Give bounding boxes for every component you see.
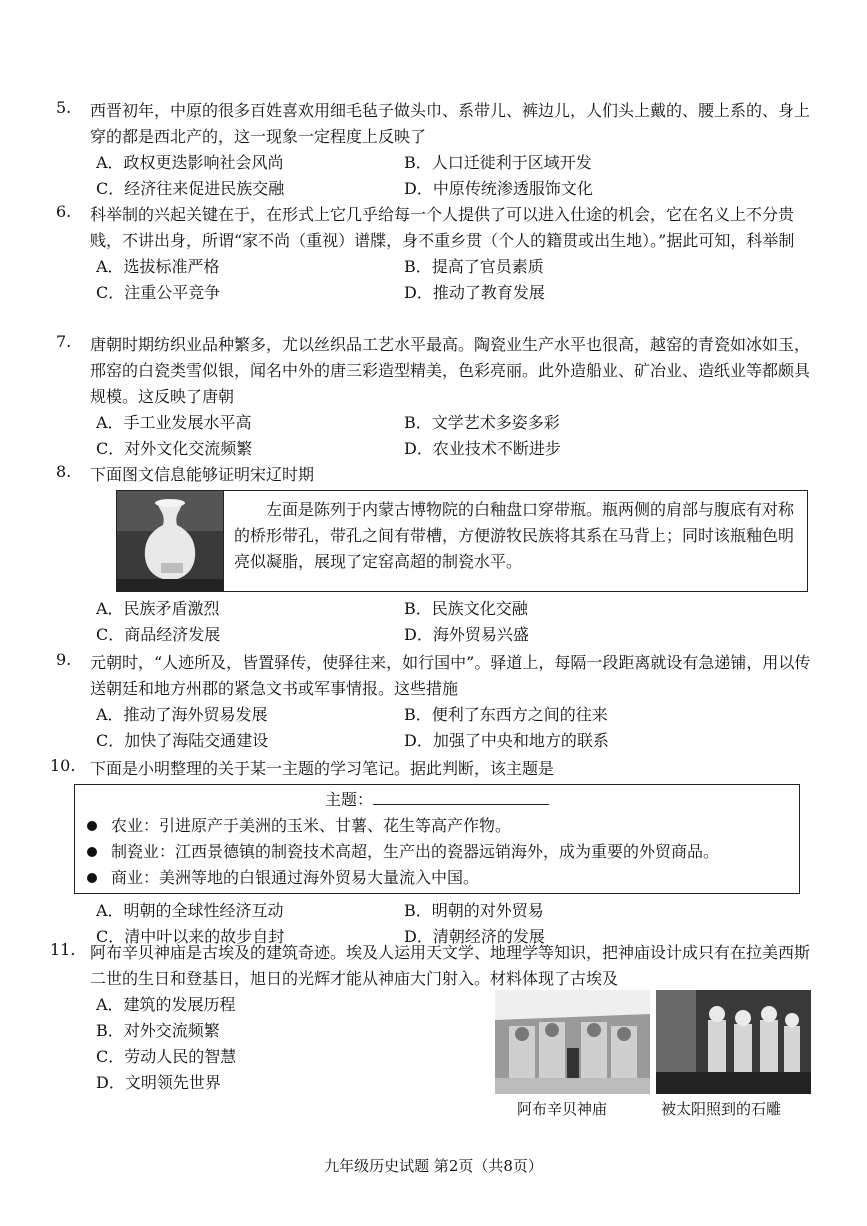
- option-b[interactable]: B．明朝的对外贸易: [404, 901, 544, 920]
- question-5: [56, 98, 816, 202]
- option-a[interactable]: A．民族矛盾激烈: [96, 599, 220, 618]
- option-b[interactable]: B．提高了官员素质: [404, 257, 544, 276]
- page-footer: 九年级历史试题 第2页（共8页）: [324, 1157, 543, 1175]
- option-c[interactable]: C．对外文化交流频繁: [96, 439, 253, 458]
- option-d[interactable]: D．推动了教育发展: [404, 283, 545, 302]
- topic-label: 主题：: [324, 790, 373, 809]
- vase-icon: [117, 491, 223, 591]
- question-stem: 下面图文信息能够证明宋辽时期: [90, 465, 315, 484]
- question-stem: 元朝时，“人迹所及，皆置驿传，使驿往来，如行国中”。驿道上，每隔一段距离就设有急递铺，用以传送朝廷和地方州郡的紧急文书或军事情报。这些措施: [90, 653, 811, 698]
- option-b[interactable]: B．对外交流频繁: [96, 1021, 220, 1040]
- topic-blank: [373, 788, 549, 805]
- q11-photos: [495, 990, 817, 1120]
- option-d[interactable]: D．海外贸易兴盛: [404, 625, 529, 644]
- options: [96, 150, 816, 202]
- question-8: [56, 462, 816, 648]
- option-d[interactable]: D．加强了中央和地方的联系: [404, 731, 609, 750]
- material-box: [116, 490, 808, 592]
- question-number: 5.: [56, 98, 72, 117]
- option-b[interactable]: B．人口迁徙利于区域开发: [404, 153, 592, 172]
- statue-caption: 被太阳照到的石雕: [661, 1100, 782, 1118]
- option-b[interactable]: B．民族文化交融: [404, 599, 528, 618]
- option-b[interactable]: B．便利了东西方之间的往来: [404, 705, 608, 724]
- option-d[interactable]: D．文明领先世界: [96, 1073, 221, 1092]
- question-7: [56, 332, 816, 462]
- temple-photo: [495, 990, 650, 1094]
- question-stem: 科举制的兴起关键在于，在形式上它几乎给每一个人提供了可以进入仕途的机会，它在名义上不分贵贱，不讲出身，所谓“家不尚（重视）谱牒，身不重乡贯（个人的籍贯或出生地）。”据此可知，科举制: [90, 205, 795, 250]
- option-c[interactable]: C．经济往来促进民族交融: [96, 179, 285, 198]
- bullet-icon: [87, 873, 97, 883]
- option-d[interactable]: D．清朝经济的发展: [404, 927, 545, 946]
- notes-box: [74, 784, 800, 894]
- option-d[interactable]: D．农业技术不断进步: [404, 439, 561, 458]
- option-b[interactable]: B．文学艺术多姿多彩: [404, 413, 560, 432]
- question-number: 11.: [50, 940, 76, 959]
- question-number: 7.: [56, 332, 72, 351]
- question-9: [56, 650, 816, 754]
- option-a[interactable]: A．推动了海外贸易发展: [96, 705, 268, 724]
- option-c[interactable]: C．商品经济发展: [96, 625, 221, 644]
- option-a[interactable]: A．手工业发展水平高: [96, 413, 252, 432]
- statue-photo: [656, 990, 811, 1094]
- bullet-icon: [87, 821, 97, 831]
- option-a[interactable]: A．选拔标准严格: [96, 257, 220, 276]
- notes-item: [75, 839, 799, 865]
- bullet-icon: [87, 847, 97, 857]
- question-number: 9.: [56, 650, 72, 669]
- question-number: 6.: [56, 202, 72, 221]
- options: [96, 596, 816, 648]
- question-6: [56, 202, 816, 306]
- option-c[interactable]: C．加快了海陆交通建设: [96, 731, 269, 750]
- temple-icon: [495, 990, 650, 1094]
- option-d[interactable]: D．中原传统渗透服饰文化: [404, 179, 593, 198]
- notes-item: [75, 813, 799, 839]
- question-stem: 唐朝时期纺织业品种繁多，尤以丝织品工艺水平最高。陶瓷业生产水平也很高，越窑的青瓷如冰如玉，邢窑的白瓷类雪似银，闻名中外的唐三彩造型精美，色彩亮丽。此外造船业、矿冶业、造纸业等都颇具规模。这反映了唐朝: [90, 335, 811, 406]
- notes-item-text: 农业：引进原产于美洲的玉米、甘薯、花生等高产作物。: [111, 816, 512, 835]
- notes-item-text: 商业：美洲等地的白银通过海外贸易大量流入中国。: [111, 868, 480, 887]
- vase-photo: [117, 491, 224, 591]
- question-number: 8.: [56, 462, 72, 481]
- option-c[interactable]: C．清中叶以来的故步自封: [96, 927, 285, 946]
- options: [96, 410, 816, 462]
- options: [96, 702, 816, 754]
- temple-caption: 阿布辛贝神庙: [517, 1100, 608, 1118]
- options: [96, 254, 816, 306]
- question-stem: 下面是小明整理的关于某一主题的学习笔记。据此判断，该主题是: [90, 759, 555, 778]
- notes-title: [75, 787, 799, 813]
- statue-icon: [656, 990, 811, 1094]
- option-a[interactable]: A．建筑的发展历程: [96, 995, 236, 1014]
- question-stem: 阿布辛贝神庙是古埃及的建筑奇迹。埃及人运用天文学、地理学等知识，把神庙设计成只有在拉美西斯二世的生日和登基日，旭日的光辉才能从神庙大门射入。材料体现了古埃及: [90, 943, 811, 988]
- option-a[interactable]: A．明朝的全球性经济互动: [96, 901, 284, 920]
- option-c[interactable]: C．注重公平竞争: [96, 283, 221, 302]
- question-stem: 西晋初年，中原的很多百姓喜欢用细毛毡子做头巾、系带儿、裤边儿，人们头上戴的、腰上系的、身上穿的都是西北产的，这一现象一定程度上反映了: [90, 101, 811, 146]
- option-c[interactable]: C．劳动人民的智慧: [96, 1047, 237, 1066]
- option-a[interactable]: A．政权更迭影响社会风尚: [96, 153, 284, 172]
- material-text: 左面是陈列于内蒙古博物院的白釉盘口穿带瓶。瓶两侧的肩部与腹底有对称的桥形带孔，带孔之间有带槽，方便游牧民族将其系在马背上；同时该瓶釉色明亮似凝脂，展现了定窑高超的制瓷水平。: [234, 500, 795, 571]
- notes-item-text: 制瓷业：江西景德镇的制瓷技术高超，生产出的瓷器远销海外，成为重要的外贸商品。: [111, 842, 720, 861]
- notes-item: [75, 865, 799, 891]
- question-number: 10.: [50, 756, 76, 775]
